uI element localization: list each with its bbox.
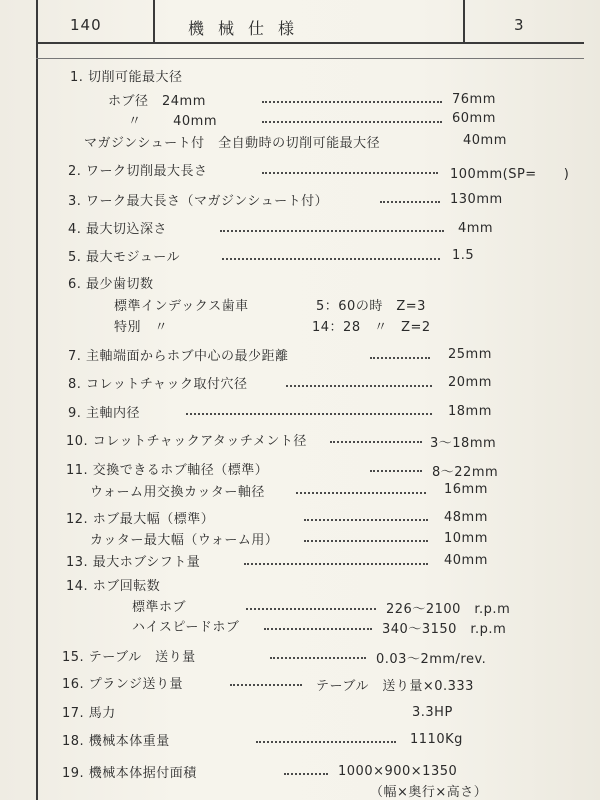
- spec-value: 1110Kg: [410, 732, 463, 747]
- leader-dots: [230, 684, 302, 686]
- leader-dots: [246, 608, 376, 610]
- leader-dots: [270, 657, 366, 659]
- spec-label: 15. テーブル 送り量: [62, 650, 196, 665]
- leader-dots: [244, 563, 428, 565]
- spec-label: 特別 〃: [114, 320, 169, 335]
- spec-value: 3～18mm: [430, 436, 497, 451]
- left-margin-line: [36, 0, 38, 800]
- spec-label: カッター最大幅（ウォーム用）: [90, 533, 279, 548]
- spec-label: 標準ホブ: [132, 600, 187, 615]
- leader-dots: [262, 172, 438, 174]
- leader-dots: [296, 492, 426, 494]
- spec-value: テーブル 送り量×0.333: [316, 679, 474, 694]
- spec-value: 1000×900×1350: [338, 764, 458, 779]
- spec-value: 5：60の時 Z=3: [316, 299, 426, 314]
- header-inner-line: [36, 58, 584, 59]
- leader-dots: [262, 101, 442, 103]
- spec-label: 3. ワーク最大長さ（マガジンシュート付）: [68, 194, 329, 209]
- spec-value: 18mm: [448, 404, 492, 419]
- header-divider-1: [153, 0, 155, 44]
- leader-dots: [370, 357, 430, 359]
- spec-label: 17. 馬力: [62, 706, 116, 721]
- spec-value: 76mm: [452, 92, 496, 107]
- spec-value: 48mm: [444, 510, 488, 525]
- spec-label: 4. 最大切込深さ: [68, 222, 168, 237]
- leader-dots: [370, 470, 422, 472]
- spec-label: 8. コレットチャック取付穴径: [68, 377, 248, 392]
- spec-value: 340～3150 r.p.m: [382, 622, 507, 637]
- spec-label: 12. ホブ最大幅（標準）: [66, 512, 215, 527]
- spec-label: 10. コレットチャックアタッチメント径: [66, 434, 307, 449]
- spec-value: 20mm: [448, 375, 492, 390]
- spec-value: 8～22mm: [432, 465, 499, 480]
- spec-label: ハイスピードホブ: [132, 620, 240, 635]
- spec-value: 14：28 〃 Z=2: [312, 320, 431, 335]
- leader-dots: [304, 540, 428, 542]
- spec-label: ウォーム用交換カッター軸径: [90, 485, 265, 500]
- leader-dots: [380, 201, 440, 203]
- spec-label: 9. 主軸内径: [68, 406, 141, 421]
- spec-label: 7. 主軸端面からホブ中心の最少距離: [68, 349, 289, 364]
- spec-label: マガジンシュート付 全自動時の切削可能最大径: [84, 136, 381, 151]
- leader-dots: [284, 773, 328, 775]
- spec-value: 40mm: [444, 553, 488, 568]
- spec-label: 16. プランジ送り量: [62, 677, 183, 692]
- spec-value: 10mm: [444, 531, 488, 546]
- spec-value: 25mm: [448, 347, 492, 362]
- leader-dots: [256, 741, 396, 743]
- spec-label: 13. 最大ホブシフト量: [66, 555, 201, 570]
- spec-value: 4mm: [458, 221, 494, 236]
- spec-value: 40mm: [463, 133, 507, 148]
- spec-label: 5. 最大モジュール: [68, 250, 181, 265]
- spec-value: 16mm: [444, 482, 488, 497]
- spec-label: ホブ径 24mm: [108, 94, 206, 109]
- spec-label: 標準インデックス歯車: [114, 299, 249, 314]
- spec-label: 6. 最少歯切数: [68, 277, 154, 292]
- leader-dots: [264, 628, 372, 630]
- leader-dots: [222, 258, 440, 260]
- spec-label: 14. ホブ回転数: [66, 579, 161, 594]
- spec-label: 18. 機械本体重量: [62, 734, 170, 749]
- spec-value: 130mm: [450, 192, 503, 207]
- spec-label: 2. ワーク切削最大長さ: [68, 164, 208, 179]
- spec-value: 1.5: [452, 248, 475, 263]
- header-divider-2: [463, 0, 465, 44]
- spec-value: 60mm: [452, 111, 496, 126]
- document-number: 140: [70, 16, 102, 34]
- spec-value: 100mm(SP= ): [450, 167, 570, 182]
- spec-value: 226～2100 r.p.m: [386, 602, 511, 617]
- page-title: 機械仕様: [188, 19, 309, 38]
- header-bottom-line: [36, 42, 584, 44]
- spec-label: 1. 切削可能最大径: [70, 70, 183, 85]
- leader-dots: [220, 230, 444, 232]
- leader-dots: [330, 441, 422, 443]
- spec-value: 3.3HP: [412, 705, 453, 720]
- leader-dots: [304, 519, 428, 521]
- leader-dots: [186, 413, 432, 415]
- spec-value: 0.03～2mm/rev.: [376, 652, 487, 667]
- spec-label: 〃 40mm: [128, 114, 218, 129]
- spec-value: （幅×奥行×高さ）: [370, 785, 488, 800]
- page-number: 3: [514, 16, 525, 34]
- leader-dots: [286, 385, 432, 387]
- spec-label: 11. 交換できるホブ軸径（標準）: [66, 463, 269, 478]
- leader-dots: [262, 121, 442, 123]
- spec-label: 19. 機械本体据付面積: [62, 766, 197, 781]
